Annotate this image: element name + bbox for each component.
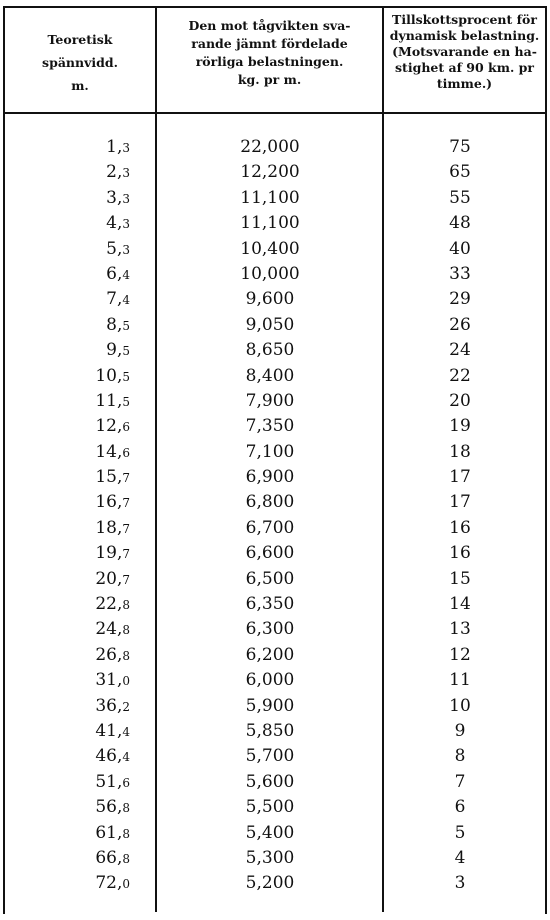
percent-cell: 29 [449,289,471,310]
load-cell: 10,000 [240,263,300,284]
span-decimal: 4 [122,750,130,765]
percent-cell: 22 [449,365,471,386]
span-decimal: 8 [122,648,130,663]
percent-cell: 14 [449,594,471,615]
span-decimal: 0 [122,877,130,892]
load-cell: 9,600 [245,289,295,310]
header-span-line: Teoretisk [47,32,113,47]
span-integer: 46, [95,746,123,767]
percent-cell: 20 [449,390,471,411]
load-cell: 5,400 [245,822,295,843]
percent-cell: 16 [449,543,471,564]
span-cell [20,465,130,491]
header-span [5,32,155,94]
header-percent [384,12,545,92]
percent-cell: 19 [449,416,471,437]
percent-cell: 15 [449,568,471,589]
header-percent-line: timme.) [436,76,493,91]
span-decimal: 5 [122,394,130,409]
span-decimal: 4 [122,724,130,739]
percent-cell: 8 [454,746,466,767]
load-cell: 5,500 [245,797,295,818]
span-decimal: 3 [122,217,130,232]
header-load-line: kg. pr m. [237,72,302,87]
percent-cell: 6 [454,797,466,818]
span-integer: 2, [106,162,123,183]
span-cell [20,668,130,694]
table-row [0,440,550,465]
percent-cell: 4 [454,847,466,868]
span-decimal: 6 [122,445,130,460]
table-row [0,313,550,338]
table-row [0,744,550,769]
header-load-line: rande jämnt fördelade [191,36,348,51]
table-row [0,135,550,160]
span-decimal: 7 [122,496,130,511]
span-decimal: 7 [122,471,130,486]
table-top-rule [3,6,547,8]
percent-cell: 55 [449,187,471,208]
span-integer: 4, [106,213,123,234]
span-integer: 8, [106,314,123,335]
span-integer: 24, [95,619,123,640]
header-percent-line: (Motsvarande en ha- [392,44,537,59]
span-decimal: 5 [122,369,130,384]
span-integer: 41, [95,720,123,741]
span-integer: 26, [95,644,123,665]
table-row [0,617,550,642]
header-percent-line: dynamisk belastning. [389,28,540,43]
span-cell [20,541,130,567]
span-integer: 11, [95,390,123,411]
span-integer: 15, [95,467,123,488]
span-integer: 66, [95,847,123,868]
header-load-line: Den mot tågvikten sva- [188,18,351,33]
load-cell: 6,700 [245,517,295,538]
percent-cell: 26 [449,314,471,335]
span-cell [20,617,130,643]
span-decimal: 3 [122,166,130,181]
percent-cell: 65 [449,162,471,183]
span-integer: 36, [95,695,123,716]
span-integer: 9, [106,340,123,361]
percent-cell: 5 [454,822,466,843]
table-row [0,287,550,312]
span-decimal: 3 [122,242,130,257]
span-cell [20,135,130,161]
span-cell [20,821,130,847]
span-integer: 18, [95,517,123,538]
span-decimal: 3 [122,191,130,206]
table-row [0,567,550,592]
load-cell: 5,600 [245,771,295,792]
span-integer: 12, [95,416,123,437]
percent-cell: 75 [449,137,471,157]
span-integer: 7, [106,289,123,310]
table-row [0,821,550,846]
span-decimal: 2 [122,699,130,714]
load-cell: 9,050 [245,314,295,335]
span-decimal: 3 [122,141,130,155]
load-cell: 6,300 [245,619,295,640]
span-cell [20,516,130,542]
table-row [0,389,550,414]
span-cell [20,643,130,669]
span-cell [20,338,130,364]
span-decimal: 4 [122,267,130,282]
percent-cell: 10 [449,695,471,716]
span-cell [20,440,130,466]
span-cell [20,795,130,821]
load-cell: 5,300 [245,847,295,868]
table-row [0,719,550,744]
table-row [0,871,550,896]
span-decimal: 8 [122,623,130,638]
span-integer: 61, [95,822,123,843]
span-decimal: 8 [122,801,130,816]
header-load-line: rörliga belastningen. [195,54,344,69]
table-row [0,465,550,490]
percent-cell: 17 [449,467,471,488]
load-cell: 6,000 [245,670,295,691]
header-bottom-rule [3,112,547,114]
table-row [0,186,550,211]
load-cell: 10,400 [240,238,300,259]
span-integer: 51, [95,771,123,792]
span-integer: 20, [95,568,123,589]
load-cell: 5,700 [245,746,295,767]
span-decimal: 6 [122,420,130,435]
load-cell: 6,800 [245,492,295,513]
span-decimal: 5 [122,344,130,359]
span-integer: 10, [95,365,123,386]
table-row [0,846,550,871]
table-row [0,414,550,439]
span-cell [20,871,130,897]
percent-cell: 11 [449,670,471,691]
load-cell: 5,850 [245,720,295,741]
header-percent-line: Tillskottsprocent för [392,12,537,27]
span-integer: 5, [106,238,123,259]
table-row [0,516,550,541]
span-integer: 1, [106,137,123,157]
header-load [157,18,382,88]
span-cell [20,567,130,593]
span-cell [20,313,130,339]
span-cell [20,389,130,415]
percent-cell: 33 [449,263,471,284]
span-decimal: 7 [122,572,130,587]
percent-cell: 3 [454,873,466,894]
span-decimal: 6 [122,775,130,790]
span-decimal: 0 [122,674,130,689]
span-integer: 72, [95,873,123,894]
load-cell: 6,900 [245,467,295,488]
span-cell [20,592,130,618]
load-cell: 7,900 [245,390,295,411]
load-cell: 6,600 [245,543,295,564]
table-row [0,643,550,668]
percent-cell: 48 [449,213,471,234]
table-row [0,592,550,617]
header-span-line: spännvidd. [42,55,118,70]
table-row [0,770,550,795]
load-cell: 5,200 [245,873,295,894]
load-cell: 11,100 [240,213,300,234]
span-cell [20,262,130,288]
span-cell [20,846,130,872]
span-cell [20,186,130,212]
percent-cell: 7 [454,771,466,792]
span-integer: 6, [106,263,123,284]
load-cell: 22,000 [240,137,300,157]
span-cell [20,719,130,745]
load-cell: 7,100 [245,441,295,462]
table-body [0,135,550,897]
percent-cell: 40 [449,238,471,259]
table-row [0,262,550,287]
load-cell: 6,350 [245,594,295,615]
load-cell: 5,900 [245,695,295,716]
table-row [0,364,550,389]
header-span-line: m. [71,78,89,93]
percent-cell: 12 [449,644,471,665]
span-integer: 22, [95,594,123,615]
load-cell: 7,350 [245,416,295,437]
load-cell: 12,200 [240,162,300,183]
span-decimal: 4 [122,293,130,308]
span-integer: 56, [95,797,123,818]
span-cell [20,694,130,720]
percent-cell: 9 [454,720,466,741]
table-row [0,795,550,820]
percent-cell: 16 [449,517,471,538]
table-row [0,694,550,719]
span-cell [20,287,130,313]
table-row [0,237,550,262]
table-row [0,668,550,693]
percent-cell: 18 [449,441,471,462]
span-cell [20,490,130,516]
table-row [0,490,550,515]
load-cell: 11,100 [240,187,300,208]
load-cell: 6,200 [245,644,295,665]
span-cell [20,237,130,263]
span-cell [20,364,130,390]
table-row [0,541,550,566]
load-cell: 6,500 [245,568,295,589]
load-cell: 8,650 [245,340,295,361]
span-integer: 3, [106,187,123,208]
load-cell: 8,400 [245,365,295,386]
span-decimal: 8 [122,826,130,841]
span-cell [20,211,130,237]
span-decimal: 8 [122,851,130,866]
span-decimal: 8 [122,598,130,613]
percent-cell: 13 [449,619,471,640]
header-percent-line: stighet af 90 km. pr [395,60,534,75]
span-integer: 14, [95,441,123,462]
span-decimal: 5 [122,318,130,333]
span-cell [20,160,130,186]
span-cell [20,770,130,796]
span-integer: 19, [95,543,123,564]
table-row [0,211,550,236]
percent-cell: 24 [449,340,471,361]
percent-cell: 17 [449,492,471,513]
span-integer: 31, [95,670,123,691]
span-cell [20,414,130,440]
table-row [0,338,550,363]
span-decimal: 7 [122,521,130,536]
table-row [0,160,550,185]
span-cell [20,744,130,770]
span-decimal: 7 [122,547,130,562]
span-integer: 16, [95,492,123,513]
